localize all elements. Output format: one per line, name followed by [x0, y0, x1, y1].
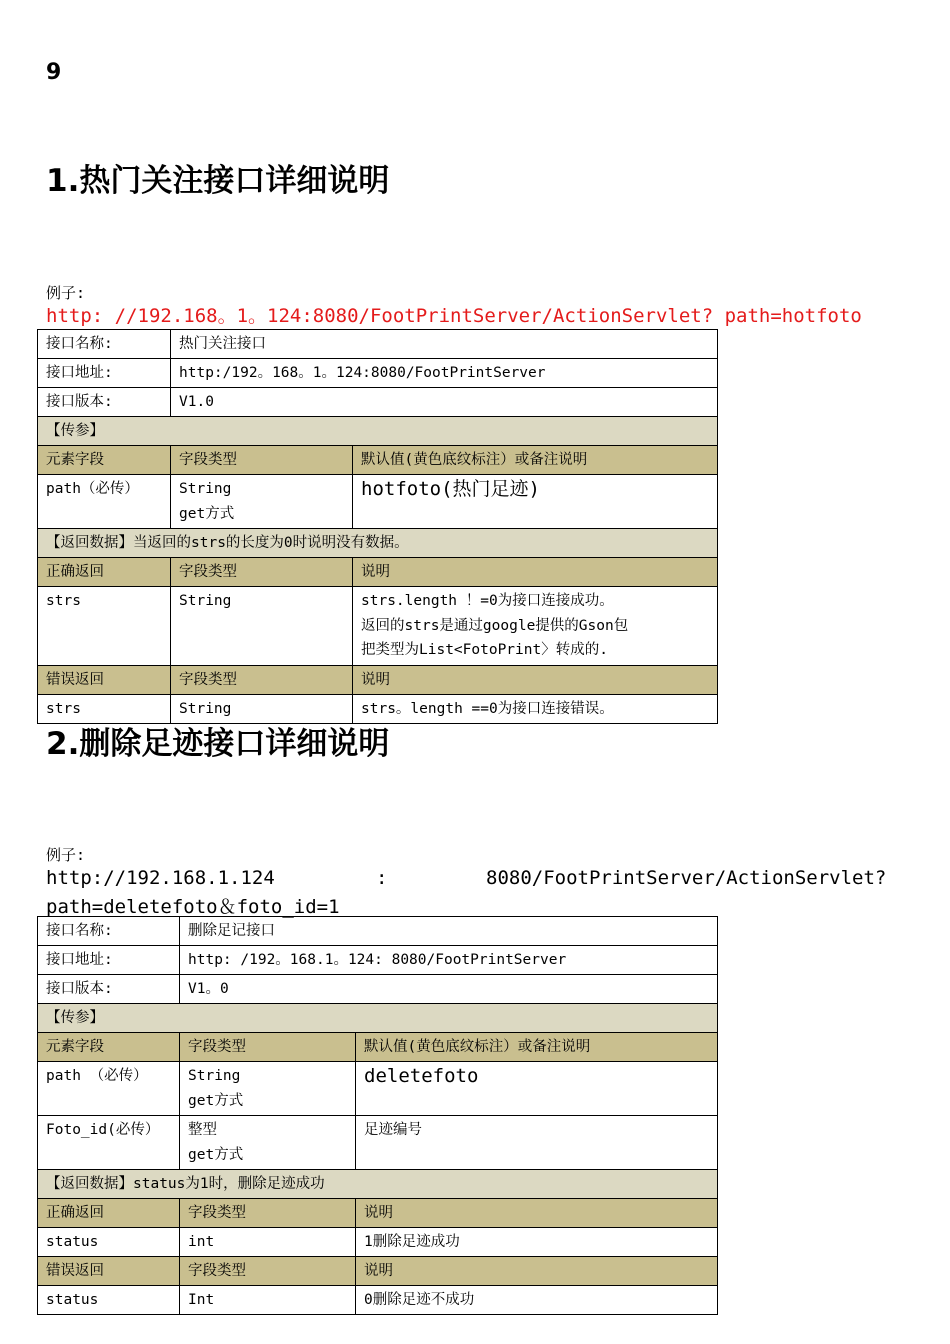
- return-section-row: [38, 1170, 718, 1199]
- error-field: status: [38, 1286, 180, 1315]
- return-title: 【返回数据】status为1时，删除足迹成功: [38, 1170, 718, 1199]
- param-note: 足迹编号: [356, 1116, 718, 1170]
- table-row: [38, 1228, 718, 1257]
- param-note: hotfoto(热门足迹): [353, 475, 718, 529]
- info-value: V1.0: [171, 388, 718, 417]
- params-title: 【传参】: [38, 417, 718, 446]
- header-cell: 字段类型: [180, 1199, 356, 1228]
- table-row: [38, 1062, 718, 1116]
- api-table-hot-follow: [37, 329, 718, 724]
- header-cell: 默认值(黄色底纹标注）或备注说明: [356, 1033, 718, 1062]
- success-header-row: [38, 1199, 718, 1228]
- header-cell: 错误返回: [38, 665, 171, 694]
- params-header-row: [38, 446, 718, 475]
- header-cell: 默认值(黄色底纹标注）或备注说明: [353, 446, 718, 475]
- info-value: http:/192。168。1。124:8080/FootPrintServer: [171, 359, 718, 388]
- header-cell: 元素字段: [38, 1033, 180, 1062]
- param-type: String get方式: [180, 1062, 356, 1116]
- header-cell: 说明: [353, 558, 718, 587]
- table-row: [38, 475, 718, 529]
- param-field: Foto_id(必传）: [38, 1116, 180, 1170]
- info-label: 接口版本:: [38, 388, 171, 417]
- api-table-delete-footprint: [37, 916, 718, 1315]
- param-type: String get方式: [171, 475, 353, 529]
- params-header-row: [38, 1033, 718, 1062]
- info-value: 删除足记接口: [180, 917, 718, 946]
- info-value: 热门关注接口: [171, 330, 718, 359]
- info-label: 接口名称:: [38, 330, 171, 359]
- info-row-address: [38, 946, 718, 975]
- header-cell: 说明: [353, 665, 718, 694]
- example-label: 例子:: [46, 846, 86, 864]
- param-type: 整型 get方式: [180, 1116, 356, 1170]
- params-section-row: [38, 417, 718, 446]
- header-cell: 字段类型: [171, 558, 353, 587]
- example-url: http: //192.168。1。124:8080/FootPrintServer/ActionServlet? path=hotfoto: [46, 305, 862, 327]
- return-section-row: [38, 529, 718, 558]
- info-row-version: [38, 388, 718, 417]
- header-cell: 正确返回: [38, 558, 171, 587]
- error-type: String: [171, 694, 353, 723]
- example-label: 例子:: [46, 284, 86, 302]
- error-header-row: [38, 1257, 718, 1286]
- table-row: [38, 1286, 718, 1315]
- success-header-row: [38, 558, 718, 587]
- info-row-name: [38, 330, 718, 359]
- info-value: V1。0: [180, 975, 718, 1004]
- error-field: strs: [38, 694, 171, 723]
- return-type: int: [180, 1228, 356, 1257]
- header-cell: 字段类型: [180, 1257, 356, 1286]
- table-row: [38, 587, 718, 666]
- return-type: String: [171, 587, 353, 666]
- info-label: 接口地址:: [38, 946, 180, 975]
- header-cell: 字段类型: [171, 446, 353, 475]
- return-title: 【返回数据】当返回的strs的长度为0时说明没有数据。: [38, 529, 718, 558]
- info-row-address: [38, 359, 718, 388]
- param-note: deletefoto: [356, 1062, 718, 1116]
- info-label: 接口名称:: [38, 917, 180, 946]
- example-url-line1: http://192.168.1.124 : 8080/FootPrintServer/ActionServlet?: [46, 867, 887, 889]
- params-title: 【传参】: [38, 1004, 718, 1033]
- header-cell: 字段类型: [171, 665, 353, 694]
- info-row-version: [38, 975, 718, 1004]
- info-value: http: /192。168.1。124: 8080/FootPrintServer: [180, 946, 718, 975]
- error-type: Int: [180, 1286, 356, 1315]
- header-cell: 说明: [356, 1257, 718, 1286]
- header-cell: 正确返回: [38, 1199, 180, 1228]
- error-desc: 0删除足迹不成功: [356, 1286, 718, 1315]
- section-title-hot-follow: 1.热门关注接口详细说明: [46, 163, 390, 199]
- params-section-row: [38, 1004, 718, 1033]
- error-header-row: [38, 665, 718, 694]
- return-desc: 1删除足迹成功: [356, 1228, 718, 1257]
- header-cell: 字段类型: [180, 1033, 356, 1062]
- return-field: status: [38, 1228, 180, 1257]
- param-field: path （必传）: [38, 1062, 180, 1116]
- param-field: path（必传）: [38, 475, 171, 529]
- info-label: 接口版本:: [38, 975, 180, 1004]
- example-url-line2: path=deletefoto＆foto_id=1: [46, 896, 340, 918]
- header-cell: 错误返回: [38, 1257, 180, 1286]
- page-number: 9: [46, 60, 62, 85]
- header-cell: 说明: [356, 1199, 718, 1228]
- header-cell: 元素字段: [38, 446, 171, 475]
- info-label: 接口地址:: [38, 359, 171, 388]
- section-title-delete-footprint: 2.删除足迹接口详细说明: [46, 726, 390, 762]
- error-desc: strs。length ==0为接口连接错误。: [353, 694, 718, 723]
- return-desc: strs.length ！=0为接口连接成功。 返回的strs是通过google提供的Gson包 把类型为List<FotoPrint〉转成的.: [353, 587, 718, 666]
- info-row-name: [38, 917, 718, 946]
- table-row: [38, 1116, 718, 1170]
- return-field: strs: [38, 587, 171, 666]
